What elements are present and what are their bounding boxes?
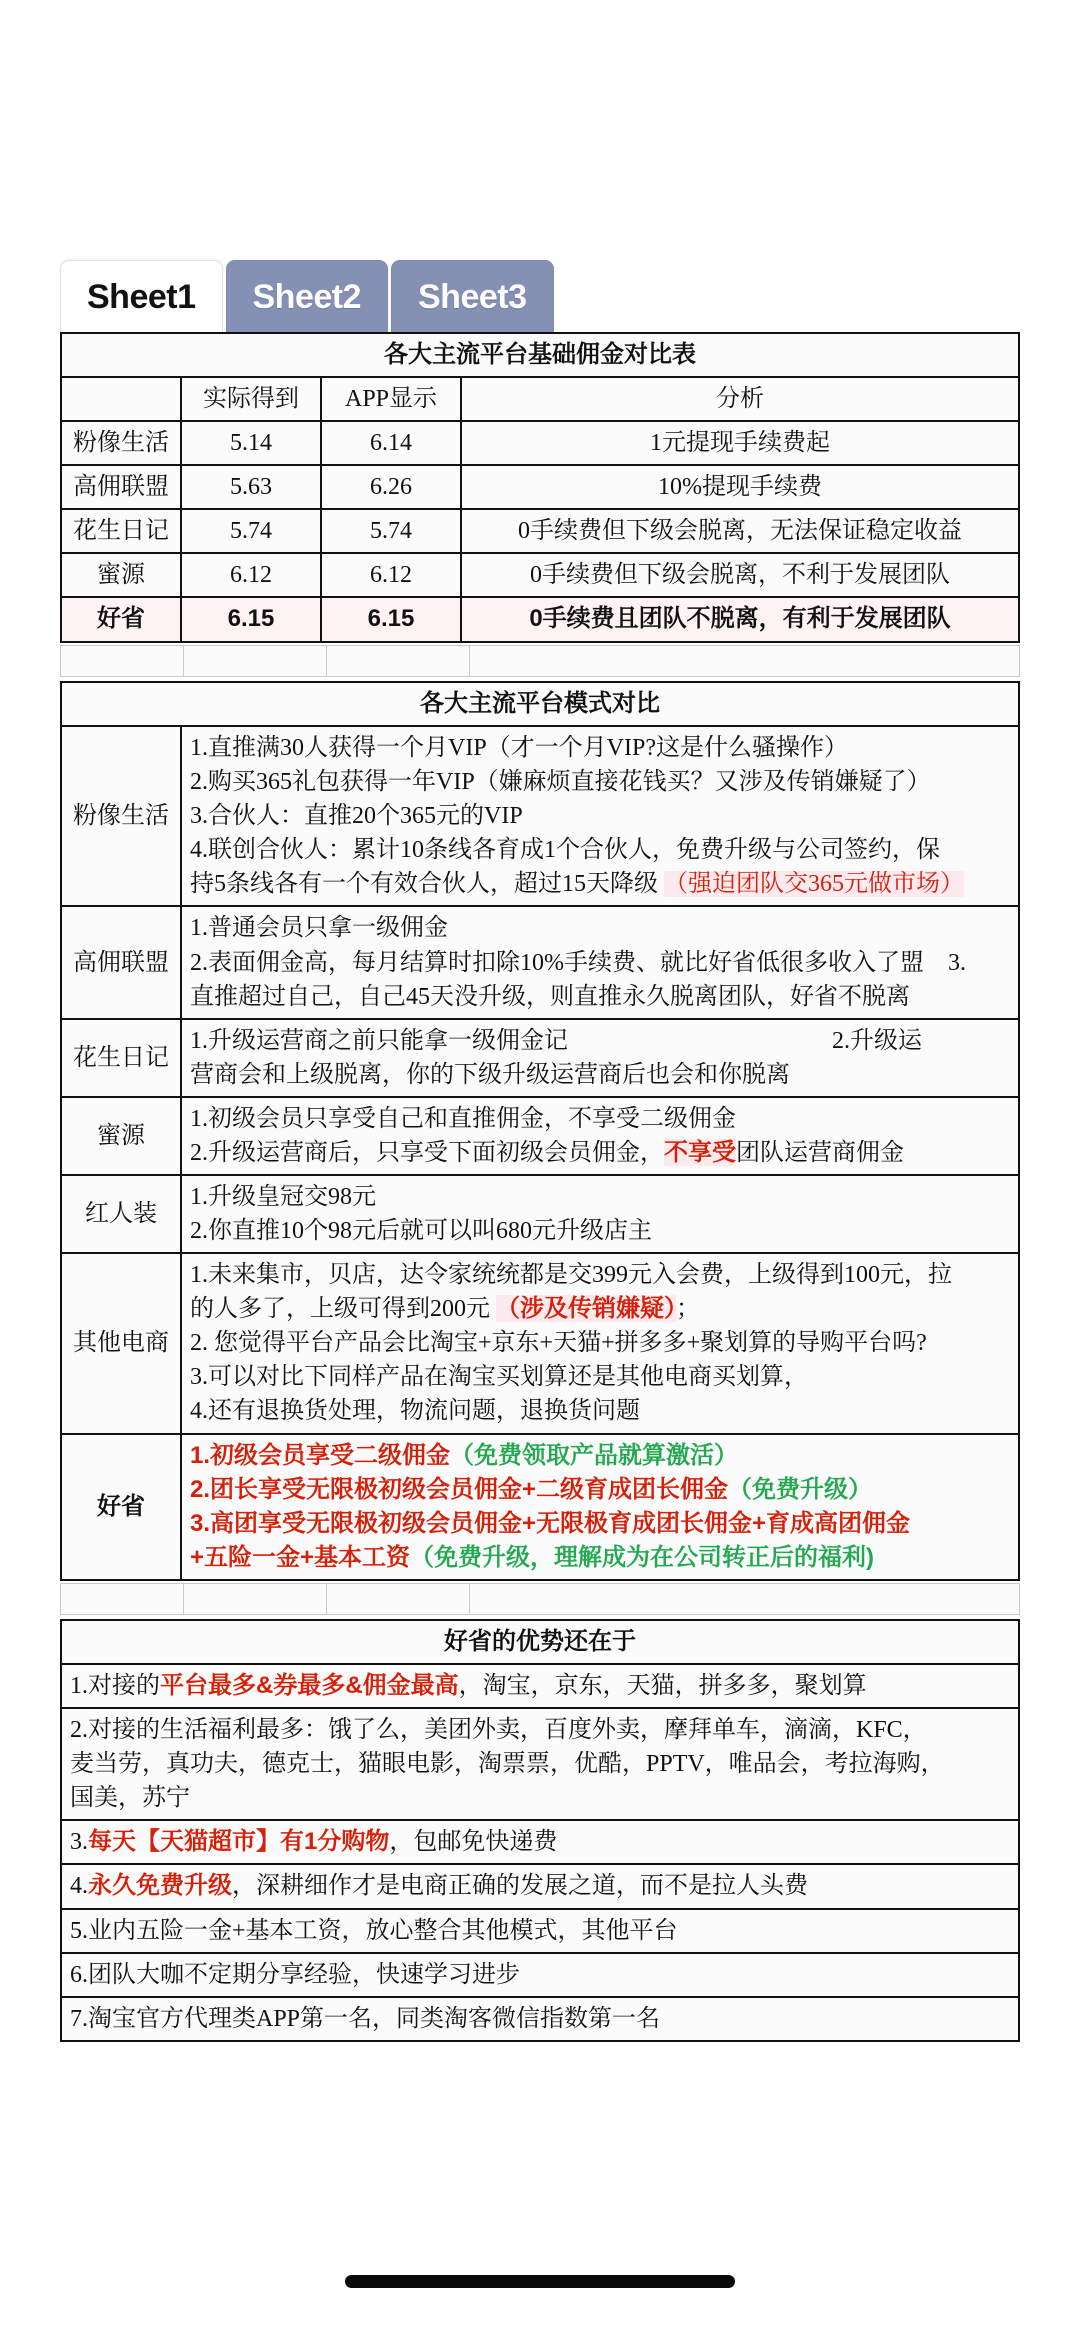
table-row — [61, 726, 1019, 906]
spacer-cell — [184, 1584, 327, 1615]
text-run: 1.初级会员享受二级佣金 — [190, 1441, 451, 1469]
platform-name: 粉像生活 — [61, 726, 181, 906]
text-run: 4.还有退换货处理，物流问题，退换货问题 — [190, 1398, 640, 1425]
text-run: 5.业内五险一金+基本工资，放心整合其他模式，其他平台 — [70, 1917, 678, 1944]
table-row — [61, 465, 1019, 509]
table-row — [61, 421, 1019, 465]
sheet-tab-bar — [60, 252, 554, 332]
table-row — [61, 1953, 1019, 1997]
advantage-item — [61, 1820, 1019, 1864]
spacer-strip-2 — [60, 1583, 1020, 1615]
platform-description — [181, 1097, 1019, 1175]
text-run: 的人多了，上级可得到200元 — [190, 1296, 496, 1323]
actual-value: 6.15 — [181, 597, 321, 641]
text-run: 3. — [70, 1829, 88, 1856]
text-line — [190, 1180, 1010, 1214]
text-run: 团队运营商佣金 — [736, 1139, 904, 1166]
text-run: （涉及传销嫌疑） — [496, 1295, 676, 1323]
text-run: 4. — [70, 1873, 88, 1900]
spacer-cell — [61, 1584, 184, 1615]
spacer-cell — [61, 646, 184, 677]
platform-name: 其他电商 — [61, 1253, 181, 1433]
text-line — [70, 1825, 1010, 1859]
text-line — [190, 1439, 1010, 1473]
text-run: 每天【天猫超市】有1分购物 — [88, 1828, 390, 1856]
text-line — [190, 1326, 1010, 1360]
table-row — [61, 597, 1019, 641]
text-line — [190, 765, 1010, 799]
text-run: 4.联创合伙人：累计10条线各育成1个合伙人，免费升级与公司签约，保 — [190, 837, 940, 864]
platform-name: 花生日记 — [61, 509, 181, 553]
text-run: （免费升级，理解成为在公司转正后的福利) — [410, 1543, 875, 1571]
platform-name: 好省 — [61, 1434, 181, 1580]
text-run: 6.团队大咖不定期分享经验，快速学习进步 — [70, 1961, 520, 1988]
text-run: +五险一金+基本工资 — [190, 1543, 411, 1571]
text-line — [190, 1507, 1010, 1541]
text-line — [70, 1914, 1010, 1948]
advantage-item — [61, 1953, 1019, 1997]
platform-description — [181, 1253, 1019, 1433]
platform-name: 高佣联盟 — [61, 465, 181, 509]
platform-name: 蜜源 — [61, 1097, 181, 1175]
platform-name: 花生日记 — [61, 1019, 181, 1097]
text-line — [190, 867, 1010, 901]
analysis-text: 0手续费且团队不脱离，有利于发展团队 — [461, 597, 1019, 641]
text-line — [70, 1781, 1010, 1815]
text-line — [190, 731, 1010, 765]
spacer-cell — [470, 1584, 1020, 1615]
sheet-tab-sheet1[interactable]: Sheet1 — [60, 260, 223, 332]
text-run: 7.淘宝官方代理类APP第一名，同类淘客微信指数第一名 — [70, 2005, 661, 2032]
text-run: （免费领取产品就算激活） — [450, 1441, 739, 1469]
text-run: 1.未来集市，贝店，达令家统统都是交399元入会费，上级得到100元，拉 — [190, 1262, 952, 1289]
table-row — [61, 1664, 1019, 1708]
text-line — [70, 1669, 1010, 1703]
text-run: 1.初级会员只享受自己和直推佣金，不享受二级佣金 — [190, 1105, 736, 1132]
text-line — [190, 1360, 1010, 1394]
advantage-item — [61, 1864, 1019, 1908]
platform-mode-table — [60, 681, 1020, 1581]
analysis-text: 10%提现手续费 — [461, 465, 1019, 509]
table-row — [61, 1175, 1019, 1253]
text-run: 3.高团享受无限极初级会员佣金+无限极育成团长佣金+育成高团佣金 — [190, 1509, 911, 1537]
advantage-item — [61, 1997, 1019, 2041]
table-title-row — [61, 1620, 1019, 1664]
text-line — [190, 946, 1010, 980]
platform-name: 好省 — [61, 597, 181, 641]
text-line — [190, 911, 1010, 945]
table-row — [61, 1820, 1019, 1864]
text-line — [70, 2002, 1010, 2036]
table-header-row — [61, 377, 1019, 421]
text-line — [190, 1541, 1010, 1575]
text-line — [190, 1473, 1010, 1507]
home-indicator — [345, 2275, 735, 2288]
analysis-text: 1元提现手续费起 — [461, 421, 1019, 465]
table-row — [61, 1019, 1019, 1097]
text-run: 国美，苏宁 — [70, 1785, 190, 1812]
text-run: 2.表面佣金高，每月结算时扣除10%手续费、就比好省低很多收入了盟 3. — [190, 949, 966, 976]
text-run: 2.升级运营商后，只享受下面初级会员佣金， — [190, 1139, 664, 1166]
table-row — [61, 906, 1019, 1018]
actual-value: 6.12 — [181, 553, 321, 597]
sheet-tab-sheet2[interactable]: Sheet2 — [226, 260, 389, 332]
text-line — [190, 980, 1010, 1014]
spacer-cell — [184, 646, 327, 677]
text-run: 2. 您觉得平台产品会比淘宝+京东+天猫+拼多多+聚划算的导购平台吗? — [190, 1330, 927, 1357]
text-run: 2.团长享受无限极初级会员佣金+二级育成团长佣金 — [190, 1475, 729, 1503]
advantages-table-wrap — [60, 1619, 1020, 2042]
platform-description — [181, 1019, 1019, 1097]
analysis-text: 0手续费但下级会脱离，无法保证稳定收益 — [461, 509, 1019, 553]
text-line — [190, 1214, 1010, 1248]
text-line — [190, 1258, 1010, 1292]
text-line — [70, 1958, 1010, 1992]
platform-name: 粉像生活 — [61, 421, 181, 465]
column-header: 实际得到 — [181, 377, 321, 421]
platform-name: 高佣联盟 — [61, 906, 181, 1018]
text-line — [70, 1713, 1010, 1747]
advantages-table — [60, 1619, 1020, 2042]
text-run: 1.对接的 — [70, 1673, 160, 1700]
advantage-item — [61, 1664, 1019, 1708]
commission-comparison-table-wrap — [60, 332, 1020, 643]
text-run: 持5条线各有一个有效合伙人，超过15天降级 — [190, 871, 664, 898]
text-line — [190, 1292, 1010, 1326]
text-line — [190, 1394, 1010, 1428]
spacer-cell — [327, 1584, 470, 1615]
table-row — [61, 1097, 1019, 1175]
platform-description — [181, 906, 1019, 1018]
platform-name: 蜜源 — [61, 553, 181, 597]
text-run: ，淘宝，京东，天猫，拼多多，聚划算 — [458, 1673, 867, 1700]
table-row — [61, 1708, 1019, 1820]
spacer-cell — [470, 646, 1020, 677]
advantage-item — [61, 1909, 1019, 1953]
platform-description — [181, 1434, 1019, 1580]
table-row — [61, 509, 1019, 553]
app-value: 6.15 — [321, 597, 461, 641]
text-line — [190, 1136, 1010, 1170]
text-run: 3.可以对比下同样产品在淘宝买划算还是其他电商买划算， — [190, 1364, 808, 1391]
text-run: 永久免费升级 — [88, 1872, 232, 1900]
text-line — [190, 1024, 1010, 1058]
text-run: 3.合伙人：直推20个365元的VIP — [190, 803, 523, 830]
table-row — [61, 1864, 1019, 1908]
text-run: ； — [676, 1296, 700, 1323]
table-row — [61, 1434, 1019, 1580]
text-line — [190, 1058, 1010, 1092]
table-row — [61, 1909, 1019, 1953]
platform-description — [181, 1175, 1019, 1253]
table-row — [61, 553, 1019, 597]
column-header: 分析 — [461, 377, 1019, 421]
text-line — [190, 1102, 1010, 1136]
text-run: 2.你直推10个98元后就可以叫680元升级店主 — [190, 1218, 652, 1245]
text-run: 平台最多&券最多&佣金最高 — [160, 1672, 459, 1700]
text-run: 直推超过自己，自己45天没升级，则直推永久脱离团队，好省不脱离 — [190, 983, 910, 1010]
table-title-row — [61, 682, 1019, 726]
text-run: 不享受 — [664, 1138, 736, 1166]
column-header — [61, 377, 181, 421]
app-value: 5.74 — [321, 509, 461, 553]
text-run: 1.直推满30人获得一个月VIP（才一个月VIP?这是什么骚操作） — [190, 735, 848, 762]
table-title: 各大主流平台模式对比 — [61, 682, 1019, 726]
text-run: （强迫团队交365元做市场） — [664, 871, 964, 898]
text-run: ，深耕细作才是电商正确的发展之道，而不是拉人头费 — [232, 1873, 808, 1900]
table-title: 各大主流平台基础佣金对比表 — [61, 333, 1019, 377]
advantage-item — [61, 1708, 1019, 1820]
text-run: 1.升级运营商之前只能拿一级佣金记 2.升级运 — [190, 1027, 922, 1054]
platform-name: 红人装 — [61, 1175, 181, 1253]
spacer-strip-1 — [60, 645, 1020, 677]
text-run: 2.购买365礼包获得一年VIP（嫌麻烦直接花钱买？又涉及传销嫌疑了） — [190, 769, 931, 796]
analysis-text: 0手续费但下级会脱离，不利于发展团队 — [461, 553, 1019, 597]
text-run: （免费升级） — [728, 1475, 873, 1503]
text-run: 1.普通会员只拿一级佣金 — [190, 915, 448, 942]
text-run: 1.升级皇冠交98元 — [190, 1184, 376, 1211]
table-title: 好省的优势还在于 — [61, 1620, 1019, 1664]
table-row — [61, 1997, 1019, 2041]
text-run: 2.对接的生活福利最多：饿了么，美团外卖，百度外卖，摩拜单车，滴滴，KFC， — [70, 1717, 927, 1744]
table-row — [61, 1253, 1019, 1433]
text-line — [70, 1747, 1010, 1781]
app-value: 6.26 — [321, 465, 461, 509]
text-run: 麦当劳，真功夫，德克士，猫眼电影，淘票票，优酷，PPTV，唯品会，考拉海购， — [70, 1751, 945, 1778]
commission-comparison-table — [60, 332, 1020, 643]
text-run: 营商会和上级脱离，你的下级升级运营商后也会和你脱离 — [190, 1061, 790, 1088]
actual-value: 5.63 — [181, 465, 321, 509]
text-run: ，包邮免快递费 — [389, 1829, 558, 1856]
sheet-tab-sheet3[interactable]: Sheet3 — [391, 260, 554, 332]
actual-value: 5.14 — [181, 421, 321, 465]
platform-mode-table-wrap — [60, 681, 1020, 1581]
text-line — [190, 799, 1010, 833]
platform-description — [181, 726, 1019, 906]
text-line — [70, 1869, 1010, 1903]
app-value: 6.14 — [321, 421, 461, 465]
text-line — [190, 833, 1010, 867]
spacer-cell — [327, 646, 470, 677]
actual-value: 5.74 — [181, 509, 321, 553]
column-header: APP显示 — [321, 377, 461, 421]
table-title-row — [61, 333, 1019, 377]
app-value: 6.12 — [321, 553, 461, 597]
